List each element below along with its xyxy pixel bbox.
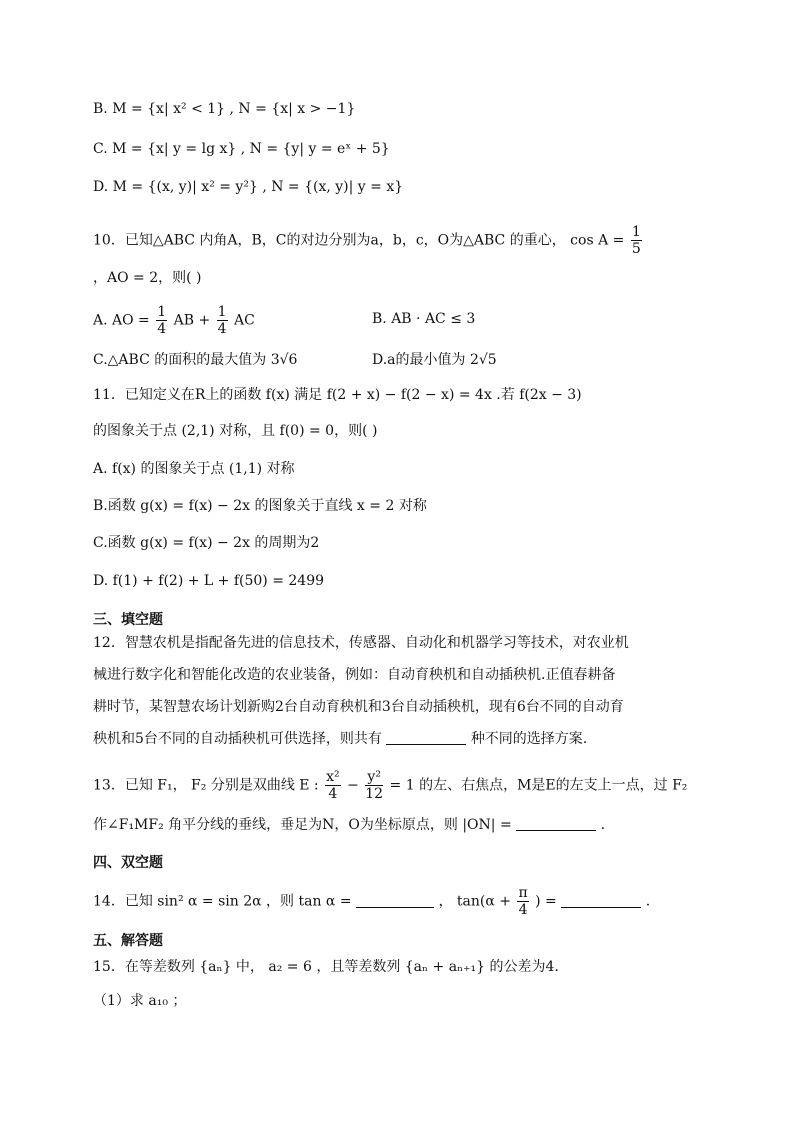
q13-line2-end: .: [600, 817, 606, 833]
q12-line3: 耕时节，某智慧农场计划新购2台自动育秧机和3台自动插秧机，现有6台不同的自动育: [93, 699, 624, 715]
fraction-numerator: 1: [157, 304, 167, 320]
q10-stem-line2: ，AO = 2，则( ): [93, 270, 202, 286]
q12-line1: 12．智慧农机是指配备先进的信息技术，传感器、自动化和机器学习等技术，对农业机: [93, 635, 629, 651]
q11-stem-line2: 的图象关于点 (2,1) 对称，且 f(0) = 0，则( ): [93, 423, 378, 439]
q12-line4: [93, 729, 587, 749]
fraction-x2-4: [325, 769, 341, 802]
q14-text-a: 14．已知 sin² α = sin 2α ，则 tan α =: [93, 893, 352, 910]
q13-line2: [93, 815, 605, 835]
fraction-denominator: 4: [157, 321, 167, 337]
q15-part1: （1）求 a₁₀ ；: [93, 993, 187, 1009]
q12-line4-end: 种不同的选择方案.: [470, 731, 588, 747]
section-heading-solutions: 五、解答题: [93, 933, 163, 949]
answer-blank-1[interactable]: [356, 893, 434, 908]
q13-line1: [93, 769, 687, 802]
q14-line: [93, 885, 650, 918]
q9-option-c: C. M = {x| y = lg x} , N = {y| y = eˣ + 5}: [93, 141, 390, 157]
fraction-pi-4: [517, 885, 528, 918]
q11-option-b: B.函数 g(x) = f(x) − 2x 的图象关于直线 x = 2 对称: [93, 498, 427, 514]
option-a-prefix: A. AO =: [93, 312, 150, 329]
q14-text-d: .: [645, 893, 651, 910]
q13-text-a: 13．已知 F₁， F₂ 分别是双曲线 E :: [93, 777, 319, 794]
q12-line2: 械进行数字化和智能化改造的农业装备，例如：自动育秧机和自动插秧机.正值春耕备: [93, 667, 616, 683]
fraction-y2-12: [365, 769, 383, 802]
fraction-denominator: 12: [365, 786, 384, 802]
q9-option-d: D. M = {(x, y)| x² = y²} , N = {(x, y)| y = x}: [93, 179, 404, 195]
section-heading-double-blank: 四、双空题: [93, 855, 163, 871]
q11-option-d: D. f(1) + f(2) + L + f(50) = 2499: [93, 573, 325, 589]
fraction-numerator: 1: [631, 224, 641, 240]
answer-blank[interactable]: [516, 816, 596, 831]
fraction-numerator: y²: [365, 769, 383, 786]
answer-blank-2[interactable]: [561, 893, 641, 908]
q11-option-c: C.函数 g(x) = f(x) − 2x 的周期为2: [93, 535, 320, 551]
q15-line1: 15．在等差数列 {aₙ} 中， a₂ = 6 ，且等差数列 {aₙ + aₙ₊₁} 的公差为4.: [93, 959, 559, 975]
q10-option-d: D.a的最小值为 2√5: [372, 352, 497, 368]
q12-line4-text: 秧机和5台不同的自动插秧机可供选择，则共有: [93, 731, 382, 747]
q10-option-b: B. AB · AC ≤ 3: [372, 311, 476, 327]
fraction-numerator: 1: [217, 304, 227, 320]
q14-text-c: ) =: [535, 893, 557, 910]
fraction-denominator: 4: [328, 786, 338, 802]
q13-line2-text: 作∠F₁MF₂ 角平分线的垂线，垂足为N，O为坐标原点，则 |ON| =: [93, 817, 512, 833]
answer-blank[interactable]: [386, 730, 466, 745]
q9-option-b: B. M = {x| x² < 1} , N = {x| x > −1}: [93, 101, 356, 117]
fraction-denominator: 4: [518, 902, 528, 918]
option-a-middle: AB +: [173, 312, 211, 329]
q10-option-a: [93, 304, 255, 337]
fraction-1-4: [156, 304, 167, 337]
option-a-end: AC: [234, 312, 255, 329]
fraction-denominator: 4: [217, 321, 227, 337]
q14-text-b: ， tan(α +: [438, 893, 512, 910]
q10-stem-line1: [93, 224, 644, 257]
minus-sign: −: [347, 777, 359, 794]
fraction-1-4: [217, 304, 228, 337]
section-heading-fill-in: 三、填空题: [93, 612, 163, 628]
q10-option-c: C.△ABC 的面积的最大值为 3√6: [93, 352, 298, 368]
q10-stem-text: 10．已知△ABC 内角A，B，C的对边分别为a，b，c，O为△ABC 的重心， cos A =: [93, 232, 625, 249]
fraction-numerator: x²: [326, 769, 340, 785]
q11-option-a: A. f(x) 的图象关于点 (1,1) 对称: [93, 461, 295, 477]
q11-stem-line1: 11．已知定义在R上的函数 f(x) 满足 f(2 + x) − f(2 − x) = 4x .若 f(2x − 3): [93, 387, 582, 403]
cos-a-fraction: [631, 224, 642, 257]
q13-text-b: = 1 的左、右焦点，M是E的左支上一点，过 F₂: [389, 777, 688, 794]
fraction-denominator: 5: [631, 241, 641, 257]
fraction-numerator: π: [518, 885, 528, 901]
